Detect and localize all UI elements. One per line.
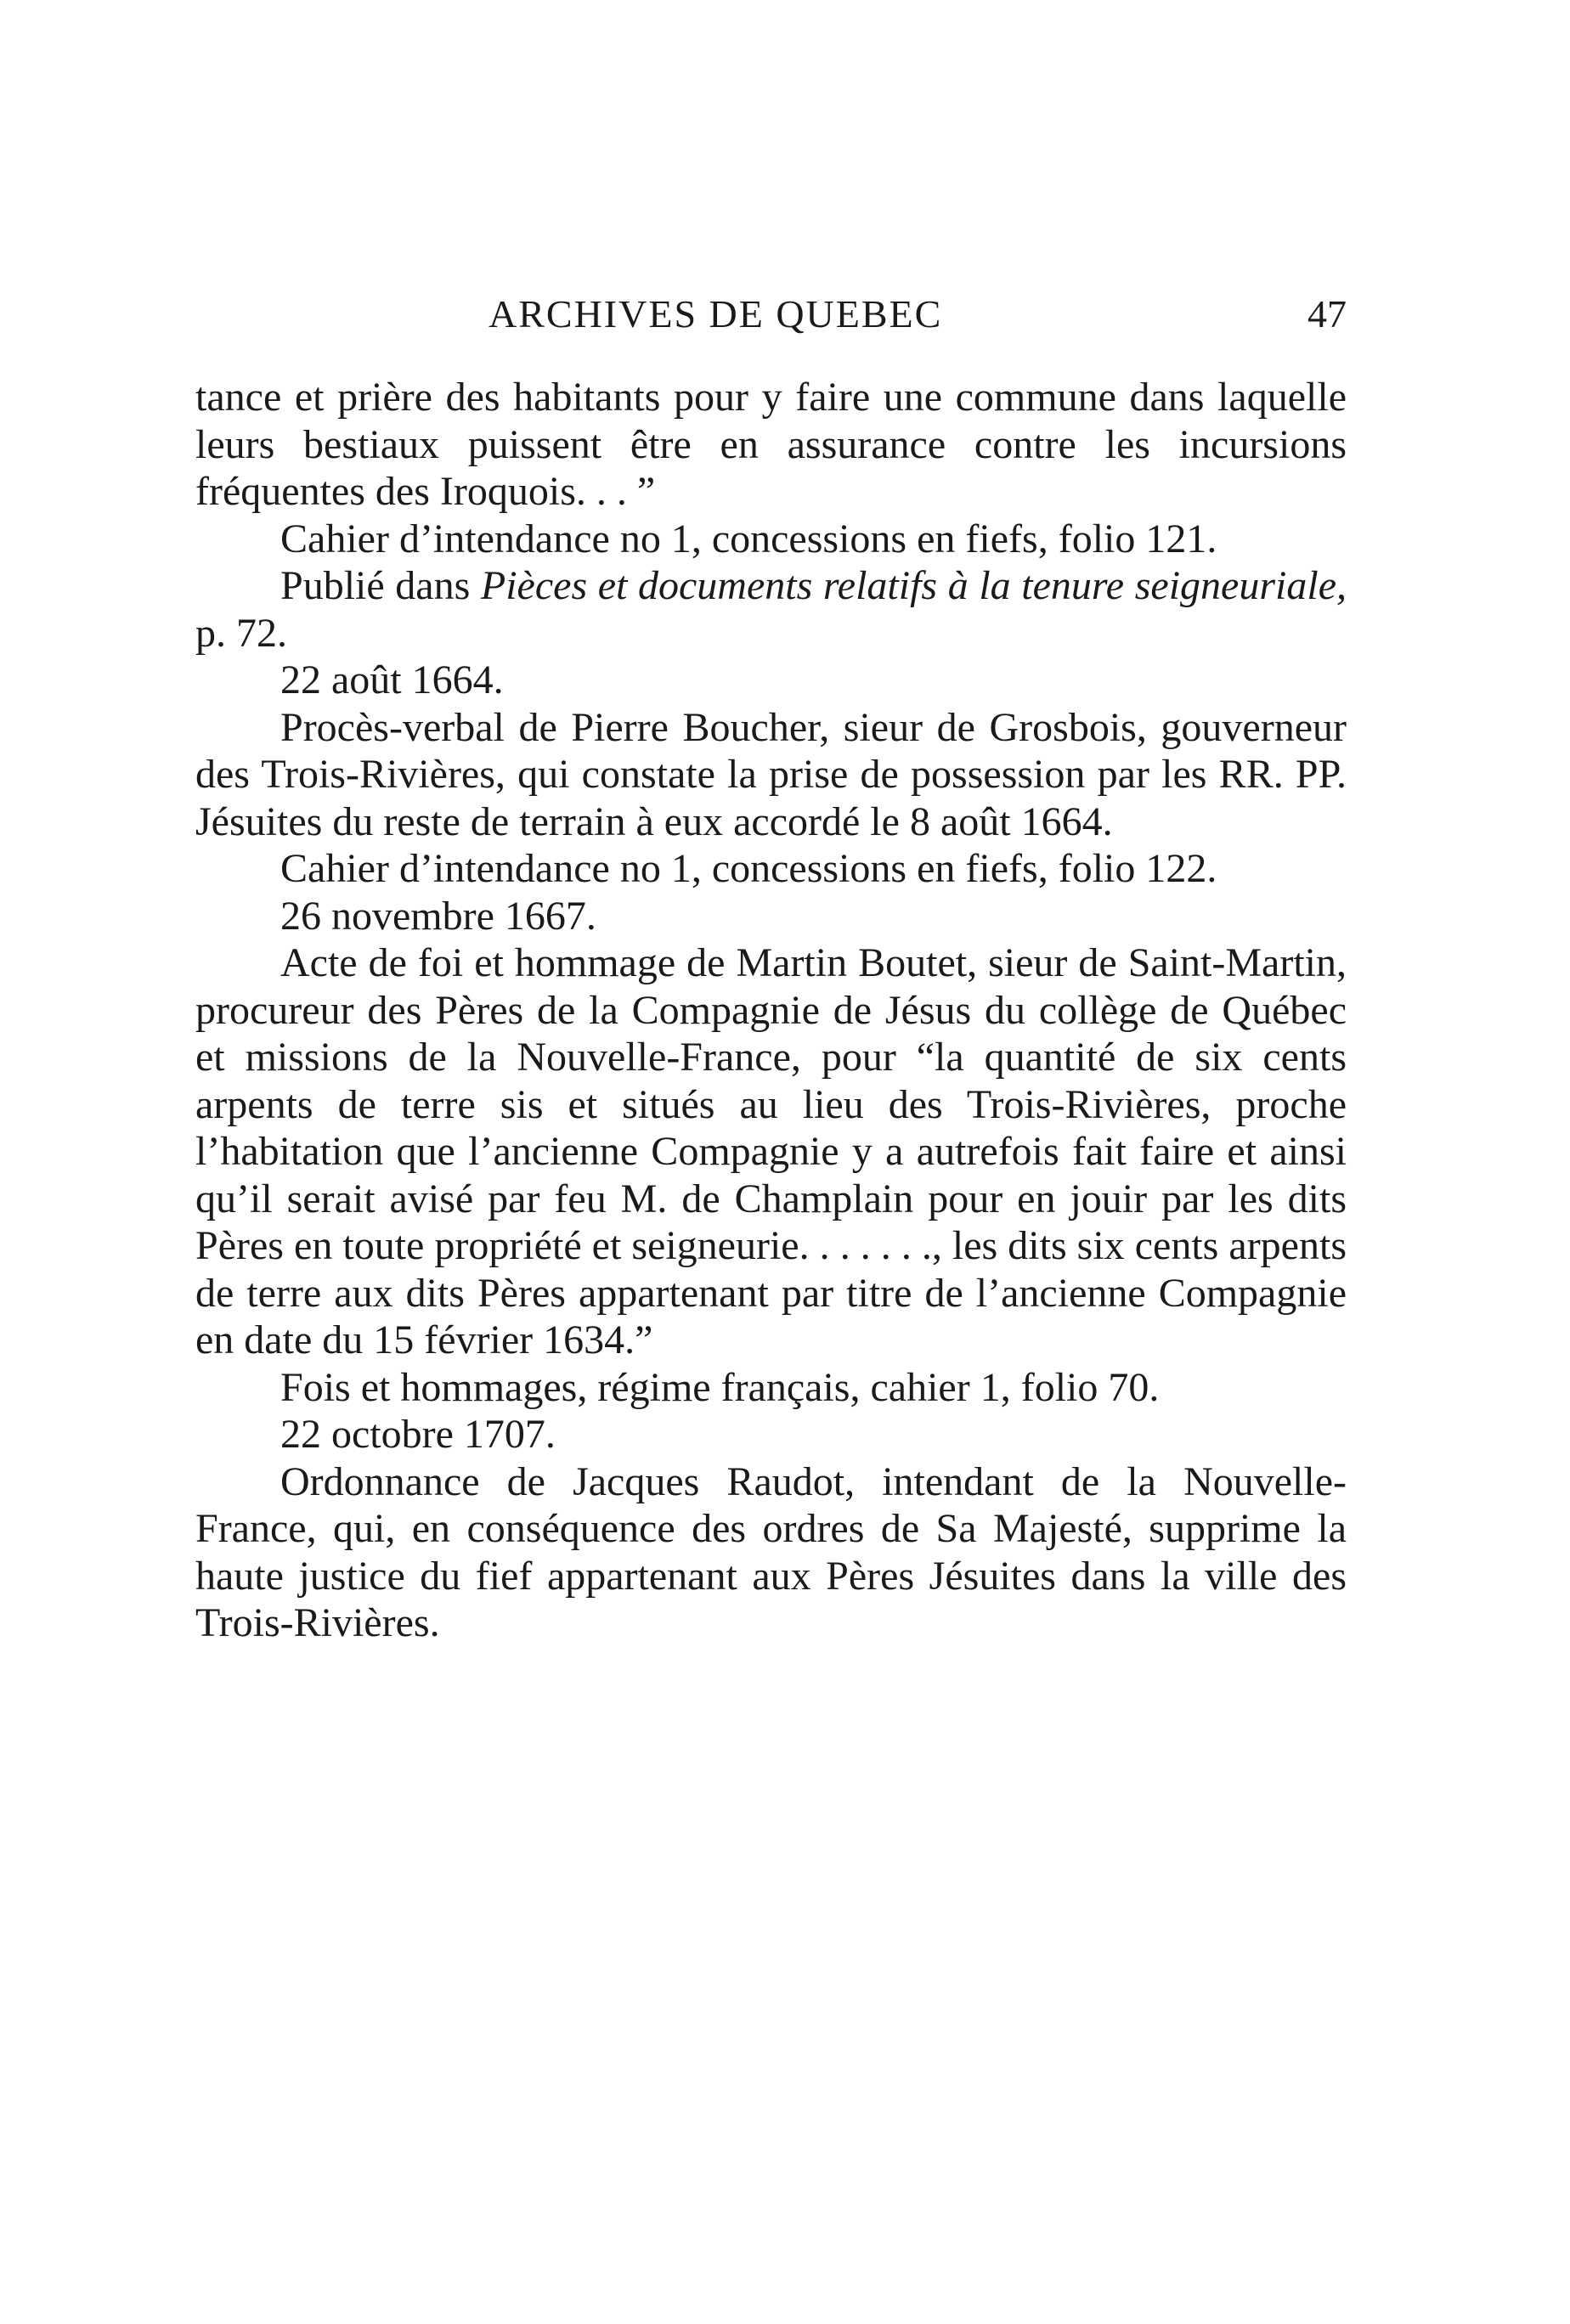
body-text — [195, 374, 1347, 1647]
entry-date: 22 octobre 1707. — [280, 1412, 556, 1457]
source-citation: Fois et hommages, régime français, cahier 1, folio 70. — [280, 1364, 1160, 1410]
page-number: 47 — [1307, 292, 1347, 336]
entry-paragraph: Procès-verbal de Pierre Boucher, sieur de Grosbois, gouverneur des Trois-Rivières, qui constate la prise de possession par les RR. PP. Jésuites du reste de terrain à eux accordé le 8 août 1664. — [195, 704, 1347, 844]
publication-title: Pièces et documents relatifs à la tenure seigneuriale, — [480, 563, 1347, 608]
paragraph-continuation: tance et prière des habitants pour y faire une commune dans laquelle leurs bestiaux puissent être en assurance contre les incursions fréquentes des Iroquois. . . ” — [195, 375, 1347, 514]
entry-paragraph: Acte de foi et hommage de Martin Boutet, sieur de Saint-Martin, procureur des Pères de la Compagnie de Jésus du collège de Québec et missions de la Nouvelle-France, pour “la quantité de six cents arpents de terre sis et situés au lieu des Trois-Rivières, proche l’habitation que l’ancienne Compagnie y a autrefois fait faire et ainsi qu’il serait avisé par feu M. de Champlain pour en jouir par les dits Pères en toute propriété et seigneurie. . . . . . ., les dits six cents arpents de terre aux dits Pères appartenant par titre de l’ancienne Compagnie en date du 15 février 1634.” — [195, 940, 1347, 1362]
entry-date: 22 août 1664. — [280, 657, 504, 702]
source-citation: Cahier d’intendance no 1, concessions en fiefs, folio 121. — [280, 516, 1217, 561]
page-header — [195, 285, 1347, 344]
source-citation: Cahier d’intendance no 1, concessions en fiefs, folio 122. — [280, 846, 1217, 891]
entry-date: 26 novembre 1667. — [280, 893, 596, 939]
entry-paragraph: Ordonnance de Jacques Raudot, intendant de la Nouvelle-France, qui, en conséquence des ordres de Sa Majesté, supprime la haute justice du fief appartenant aux Pères Jésuites dans la ville des Trois-Rivières. — [195, 1458, 1347, 1645]
publication-page: p. 72. — [195, 610, 287, 656]
running-title: ARCHIVES DE QUEBEC — [489, 292, 943, 336]
publication-citation — [195, 562, 1347, 657]
publication-lead: Publié dans — [280, 563, 481, 608]
